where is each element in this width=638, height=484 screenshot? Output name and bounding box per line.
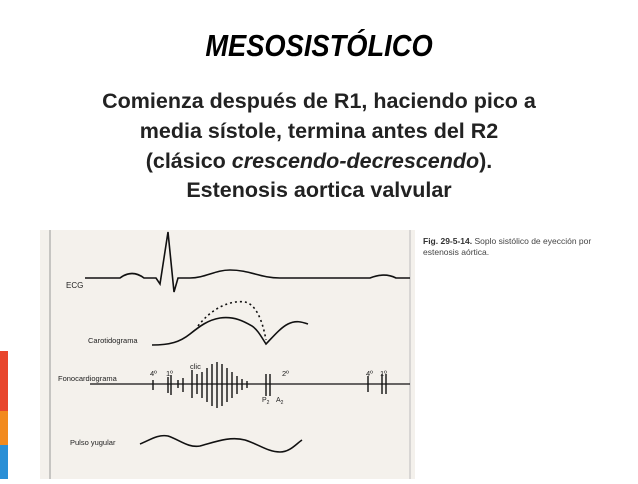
body-line-3-prefix: (clásico bbox=[145, 149, 232, 173]
accent-bar bbox=[0, 351, 8, 479]
carotid-trace bbox=[152, 318, 308, 345]
ecg-label: ECG bbox=[66, 281, 84, 290]
jugular-label: Pulso yugular bbox=[70, 438, 116, 447]
phonocardiogram-figure bbox=[40, 230, 415, 479]
body-line-1: Comienza después de R1, haciendo pico a bbox=[102, 89, 536, 113]
figure-caption bbox=[423, 236, 623, 257]
phono-first-left: 1º bbox=[166, 369, 173, 378]
phono-label: Fonocardiograma bbox=[58, 374, 117, 383]
figure-svg bbox=[40, 230, 415, 479]
phono-clic: clic bbox=[190, 362, 201, 371]
accent-red bbox=[0, 351, 8, 411]
accent-orange bbox=[0, 411, 8, 445]
body-line-3-suffix: ). bbox=[479, 149, 493, 173]
slide-subtitle: Estenosis aortica valvular bbox=[186, 178, 452, 202]
caption-text: Soplo sistólico de eyección por estenosis aórtica. bbox=[423, 236, 592, 257]
phono-fourth-left: 4º bbox=[150, 369, 157, 378]
phono-first-right: 1º bbox=[380, 369, 387, 378]
body-line-3-italic: crescendo-decrescendo bbox=[231, 149, 480, 173]
ecg-trace bbox=[85, 232, 410, 292]
caption-label: Fig. 29-5-14. bbox=[423, 236, 473, 246]
body-line-2: media sístole, termina antes del R2 bbox=[139, 119, 499, 143]
phono-sound-marks bbox=[153, 362, 386, 408]
phono-p2: $P_2$ bbox=[262, 397, 270, 406]
accent-blue bbox=[0, 445, 8, 479]
phono-second: 2º bbox=[282, 369, 289, 378]
slide-body bbox=[34, 86, 604, 176]
carotid-label: Carotidograma bbox=[88, 336, 138, 345]
phono-fourth-right: 4º bbox=[366, 369, 373, 378]
phono-a2: $A_2$ bbox=[276, 397, 284, 406]
body-line-3 bbox=[34, 146, 604, 176]
jugular-trace bbox=[140, 436, 302, 452]
slide-title: MESOSISTÓLICO bbox=[205, 28, 433, 63]
